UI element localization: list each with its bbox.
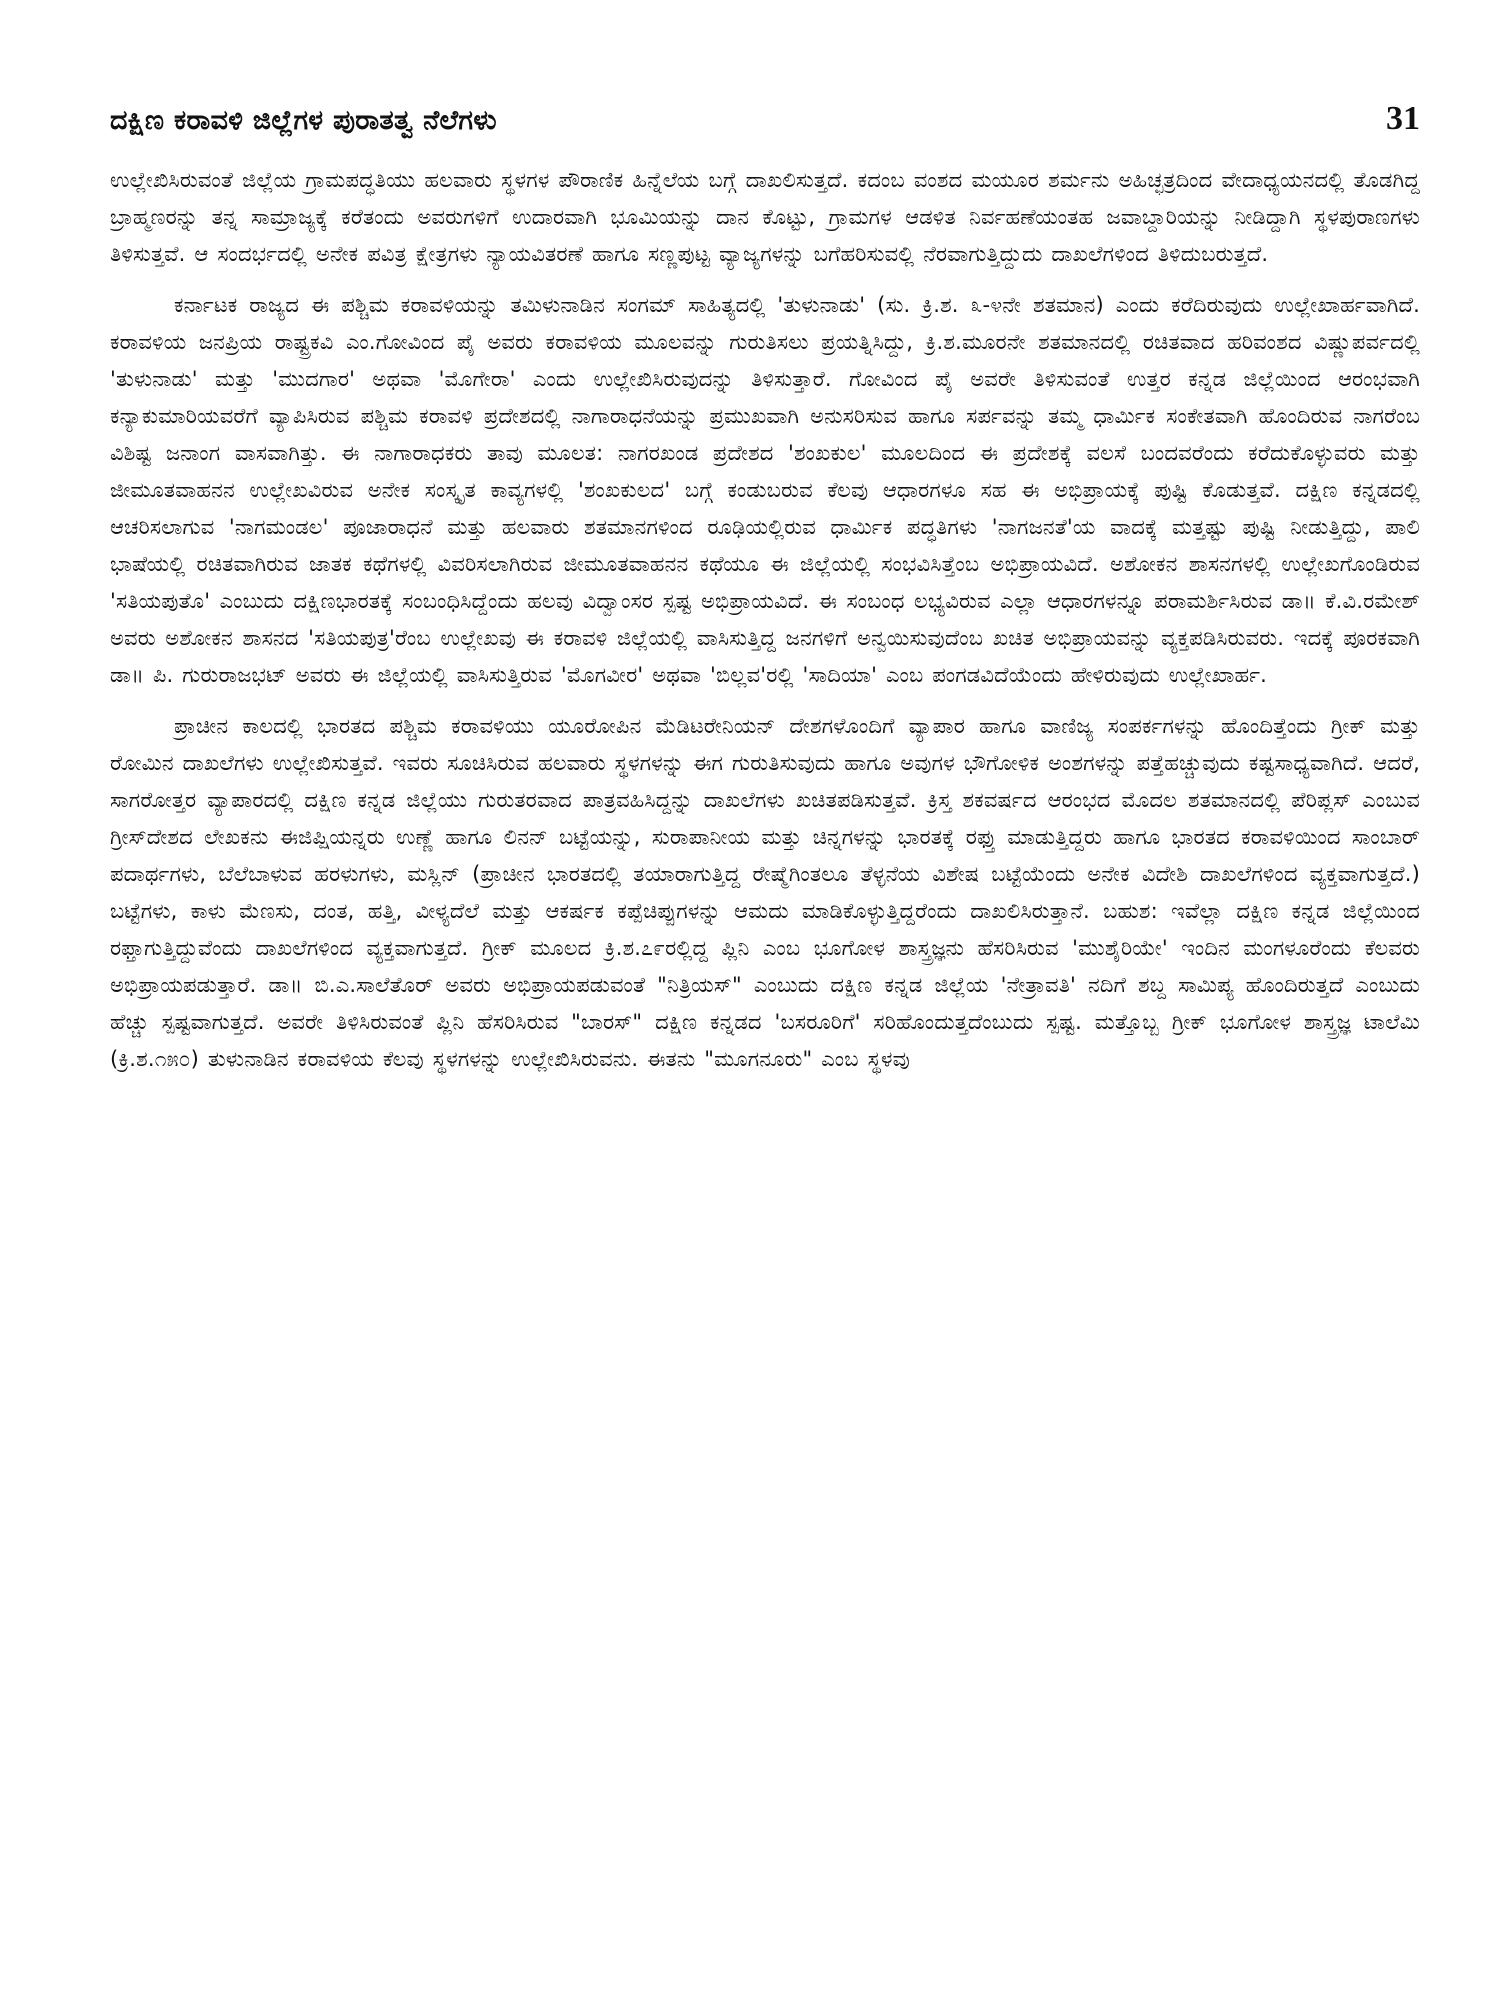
paragraph-2: ಕರ್ನಾಟಕ ರಾಜ್ಯದ ಈ ಪಶ್ಚಿಮ ಕರಾವಳಿಯನ್ನು ತಮಿಳುನಾಡಿನ ಸಂಗಮ್ ಸಾಹಿತ್ಯದಲ್ಲಿ 'ತುಳುನಾಡು' (ಸು. ಕ್ರಿ.ಶ. ೩-೪ನೇ ಶತಮಾನ) ಎಂದು ಕರೆದಿರುವುದು ಉಲ್ಲೇಖಾರ್ಹವಾಗಿದೆ. ಕರಾವಳಿಯ ಜನಪ್ರಿಯ ರಾಷ್ಟ್ರಕವಿ ಎಂ.ಗೋವಿಂದ ಪೈ ಅವರು ಕರಾವಳಿಯ ಮೂಲವನ್ನು ಗುರುತಿಸಲು ಪ್ರಯತ್ನಿಸಿದ್ದು, ಕ್ರಿ.ಶ.ಮೂರನೇ ಶತಮಾನದಲ್ಲಿ ರಚಿತವಾದ ಹರಿವಂಶದ ವಿಷ್ಣುಪರ್ವದಲ್ಲಿ 'ತುಳುನಾಡು' ಮತ್ತು 'ಮುದಗಾರ' ಅಥವಾ 'ಮೊಗೇರಾ' ಎಂದು ಉಲ್ಲೇಖಿಸಿರುವುದನ್ನು ತಿಳಿಸುತ್ತಾರೆ. ಗೋವಿಂದ ಪೈ ಅವರೇ ತಿಳಿಸುವಂತೆ ಉತ್ತರ ಕನ್ನಡ ಜಿಲ್ಲೆಯಿಂದ ಆರಂಭವಾಗಿ ಕನ್ಯಾಕುಮಾರಿಯವರೆಗೆ ವ್ಯಾಪಿಸಿರುವ ಪಶ್ಚಿಮ ಕರಾವಳಿ ಪ್ರದೇಶದಲ್ಲಿ ನಾಗಾರಾಧನೆಯನ್ನು ಪ್ರಮುಖವಾಗಿ ಅನುಸರಿಸುವ ಹಾಗೂ ಸರ್ಪವನ್ನು ತಮ್ಮ ಧಾರ್ಮಿಕ ಸಂಕೇತವಾಗಿ ಹೊಂದಿರುವ ನಾಗರೆಂಬ ವಿಶಿಷ್ಟ ಜನಾಂಗ ವಾಸವಾಗಿತ್ತು. ಈ ನಾಗಾರಾಧಕರು ತಾವು ಮೂಲತ: ನಾಗರಖಂಡ ಪ್ರದೇಶದ 'ಶಂಖಕುಲ' ಮೂಲದಿಂದ ಈ ಪ್ರದೇಶಕ್ಕೆ ವಲಸೆ ಬಂದವರೆಂದು ಕರೆದುಕೊಳ್ಳುವರು ಮತ್ತು ಜೀಮೂತವಾಹನನ ಉಲ್ಲೇಖವಿರುವ ಅನೇಕ ಸಂಸ್ಕೃತ ಕಾವ್ಯಗಳಲ್ಲಿ 'ಶಂಖಕುಲದ' ಬಗ್ಗೆ ಕಂಡುಬರುವ ಕೆಲವು ಆಧಾರಗಳೂ ಸಹ ಈ ಅಭಿಪ್ರಾಯಕ್ಕೆ ಪುಷ್ಟಿ ಕೊಡುತ್ತವೆ. ದಕ್ಷಿಣ ಕನ್ನಡದಲ್ಲಿ ಆಚರಿಸಲಾಗುವ 'ನಾಗಮಂಡಲ' ಪೂಜಾರಾಧನೆ ಮತ್ತು ಹಲವಾರು ಶತಮಾನಗಳಿಂದ ರೂಢಿಯಲ್ಲಿರುವ ಧಾರ್ಮಿಕ ಪದ್ಧತಿಗಳು 'ನಾಗಜನತೆ'ಯ ವಾದಕ್ಕೆ ಮತ್ತಷ್ಟು ಪುಷ್ಟಿ ನೀಡುತ್ತಿದ್ದು, ಪಾಲಿ ಭಾಷೆಯಲ್ಲಿ ರಚಿತವಾಗಿರುವ ಜಾತಕ ಕಥೆಗಳಲ್ಲಿ ವಿವರಿಸಲಾಗಿರುವ ಜೀಮೂತವಾಹನನ ಕಥೆಯೂ ಈ ಜಿಲ್ಲೆಯಲ್ಲಿ ಸಂಭವಿಸಿತ್ತೆಂಬ ಅಭಿಪ್ರಾಯವಿದೆ. ಅಶೋಕನ ಶಾಸನಗಳಲ್ಲಿ ಉಲ್ಲೇಖಗೊಂಡಿರುವ 'ಸತಿಯಪುತೊ' ಎಂಬುದು ದಕ್ಷಿಣಭಾರತಕ್ಕೆ ಸಂಬಂಧಿಸಿದ್ದೆಂದು ಹಲವು ವಿದ್ವಾಂಸರ ಸ್ಪಷ್ಟ ಅಭಿಪ್ರಾಯವಿದೆ. ಈ ಸಂಬಂಧ ಲಭ್ಯವಿರುವ ಎಲ್ಲಾ ಆಧಾರಗಳನ್ನೂ ಪರಾಮರ್ಶಿಸಿರುವ ಡಾ॥ ಕೆ.ವಿ.ರಮೇಶ್ ಅವರು ಅಶೋಕನ ಶಾಸನದ 'ಸತಿಯಪುತ್ರ'ರೆಂಬ ಉಲ್ಲೇಖವು ಈ ಕರಾವಳಿ ಜಿಲ್ಲೆಯಲ್ಲಿ ವಾಸಿಸುತ್ತಿದ್ದ ಜನಗಳಿಗೆ ಅನ್ವಯಿಸುವುದೆಂಬ ಖಚಿತ ಅಭಿಪ್ರಾಯವನ್ನು ವ್ಯಕ್ತಪಡಿಸಿರುವರು. ಇದಕ್ಕೆ ಪೂರಕವಾಗಿ ಡಾ॥ ಪಿ. ಗುರುರಾಜಭಟ್ ಅವರು ಈ ಜಿಲ್ಲೆಯಲ್ಲಿ ವಾಸಿಸುತ್ತಿರುವ 'ಮೊಗವೀರ' ಅಥವಾ 'ಬಿಲ್ಲವ'ರಲ್ಲಿ 'ಸಾದಿಯಾ' ಎಂಬ ಪಂಗಡವಿದೆಯೆಂದು ಹೇಳಿರುವುದು ಉಲ್ಲೇಖಾರ್ಹ. (110, 293, 1420, 687)
paragraph-3: ಪ್ರಾಚೀನ ಕಾಲದಲ್ಲಿ ಭಾರತದ ಪಶ್ಚಿಮ ಕರಾವಳಿಯು ಯೂರೋಪಿನ ಮೆಡಿಟರೇನಿಯನ್ ದೇಶಗಳೊಂದಿಗೆ ವ್ಯಾಪಾರ ಹಾಗೂ ವಾಣಿಜ್ಯ ಸಂಪರ್ಕಗಳನ್ನು ಹೊಂದಿತ್ತೆಂದು ಗ್ರೀಕ್ ಮತ್ತು ರೋಮಿನ ದಾಖಲೆಗಳು ಉಲ್ಲೇಖಿಸುತ್ತವೆ. ಇವರು ಸೂಚಿಸಿರುವ ಹಲವಾರು ಸ್ಥಳಗಳನ್ನು ಈಗ ಗುರುತಿಸುವುದು ಹಾಗೂ ಅವುಗಳ ಭೌಗೋಳಿಕ ಅಂಶಗಳನ್ನು ಪತ್ತೆಹಚ್ಚುವುದು ಕಷ್ಟಸಾಧ್ಯವಾಗಿದೆ. ಆದರೆ, ಸಾಗರೋತ್ತರ ವ್ಯಾಪಾರದಲ್ಲಿ ದಕ್ಷಿಣ ಕನ್ನಡ ಜಿಲ್ಲೆಯು ಗುರುತರವಾದ ಪಾತ್ರವಹಿಸಿದ್ದನ್ನು ದಾಖಲೆಗಳು ಖಚಿತಪಡಿಸುತ್ತವೆ. ಕ್ರಿಸ್ತ ಶಕವರ್ಷದ ಆರಂಭದ ಮೊದಲ ಶತಮಾನದಲ್ಲಿ ಪೆರಿಪ್ಲಸ್ ಎಂಬುವ ಗ್ರೀಸ್‌ದೇಶದ ಲೇಖಕನು ಈಜಿಪ್ಷಿಯನ್ನರು ಉಣ್ಣೆ ಹಾಗೂ ಲಿನನ್ ಬಟ್ಟೆಯನ್ನು, ಸುರಾಪಾನೀಯ ಮತ್ತು ಚಿನ್ನಗಳನ್ನು ಭಾರತಕ್ಕೆ ರಫ್ತು ಮಾಡುತ್ತಿದ್ದರು ಹಾಗೂ ಭಾರತದ ಕರಾವಳಿಯಿಂದ ಸಾಂಬಾರ್ ಪದಾರ್ಥಗಳು, ಬೆಲೆಬಾಳುವ ಹರಳುಗಳು, ಮಸ್ಲಿನ್ (ಪ್ರಾಚೀನ ಭಾರತದಲ್ಲಿ ತಯಾರಾಗುತ್ತಿದ್ದ ರೇಷ್ಮೆಗಿಂತಲೂ ತೆಳ್ಳನೆಯ ವಿಶೇಷ ಬಟ್ಟೆಯೆಂದು ಅನೇಕ ವಿದೇಶಿ ದಾಖಲೆಗಳಿಂದ ವ್ಯಕ್ತವಾಗುತ್ತದೆ.) ಬಟ್ಟೆಗಳು, ಕಾಳು ಮೆಣಸು, ದಂತ, ಹತ್ತಿ, ವೀಳ್ಯದೆಲೆ ಮತ್ತು ಆಕರ್ಷಕ ಕಪ್ಪೆಚಿಪ್ಪುಗಳನ್ನು ಆಮದು ಮಾಡಿಕೊಳ್ಳುತ್ತಿದ್ದರೆಂದು ದಾಖಲಿಸಿರುತ್ತಾನೆ. ಬಹುಶ: ಇವೆಲ್ಲಾ ದಕ್ಷಿಣ ಕನ್ನಡ ಜಿಲ್ಲೆಯಿಂದ ರಫ್ತಾಗುತ್ತಿದ್ದುವೆಂದು ದಾಖಲೆಗಳಿಂದ ವ್ಯಕ್ತವಾಗುತ್ತದೆ. ಗ್ರೀಕ್ ಮೂಲದ ಕ್ರಿ.ಶ.೭೯ರಲ್ಲಿದ್ದ ಪ್ಲಿನಿ ಎಂಬ ಭೂಗೋಳ ಶಾಸ್ತ್ರಜ್ಞನು ಹೆಸರಿಸಿರುವ 'ಮುಶೈರಿಯೇ' ಇಂದಿನ ಮಂಗಳೂರೆಂದು ಕೆಲವರು ಅಭಿಪ್ರಾಯಪಡುತ್ತಾರೆ. ಡಾ॥ ಬಿ.ಎ.ಸಾಲೆತೊರ್ ಅವರು ಅಭಿಪ್ರಾಯಪಡುವಂತೆ "ನಿತ್ರಿಯಸ್" ಎಂಬುದು ದಕ್ಷಿಣ ಕನ್ನಡ ಜಿಲ್ಲೆಯ 'ನೇತ್ರಾವತಿ' ನದಿಗೆ ಶಬ್ದ ಸಾಮಿಪ್ಯ ಹೊಂದಿರುತ್ತದೆ ಎಂಬುದು ಹೆಚ್ಚು ಸ್ಪಷ್ಟವಾಗುತ್ತದೆ. ಅವರೇ ತಿಳಿಸಿರುವಂತೆ ಪ್ಲಿನಿ ಹೆಸರಿಸಿರುವ "ಬಾರಸ್" ದಕ್ಷಿಣ ಕನ್ನಡದ 'ಬಸರೂರಿಗೆ' ಸರಿಹೊಂದುತ್ತದೆಂಬುದು ಸ್ಪಷ್ಟ. ಮತ್ತೊಬ್ಬ ಗ್ರೀಕ್ ಭೂಗೋಳ ಶಾಸ್ತ್ರಜ್ಞ ಟಾಲೆಮಿ (ಕ್ರಿ.ಶ.೧೫೦) ತುಳುನಾಡಿನ ಕರಾವಳಿಯ ಕೆಲವು ಸ್ಥಳಗಳನ್ನು ಉಲ್ಲೇಖಿಸಿರುವನು. ಈತನು "ಮೂಗನೂರು" ಎಂಬ ಸ್ಥಳವು (110, 714, 1420, 1071)
paragraph-1: ಉಲ್ಲೇಖಿಸಿರುವಂತೆ ಜಿಲ್ಲೆಯ ಗ್ರಾಮಪದ್ಧತಿಯು ಹಲವಾರು ಸ್ಥಳಗಳ ಪೌರಾಣಿಕ ಹಿನ್ನೆಲೆಯ ಬಗ್ಗೆ ದಾಖಲಿಸುತ್ತದೆ. ಕದಂಬ ವಂಶದ ಮಯೂರ ಶರ್ಮನು ಅಹಿಚ್ಛತ್ರದಿಂದ ವೇದಾಧ್ಯಯನದಲ್ಲಿ ತೊಡಗಿದ್ದ ಬ್ರಾಹ್ಮಣರನ್ನು ತನ್ನ ಸಾಮ್ರಾಜ್ಯಕ್ಕೆ ಕರೆತಂದು ಅವರುಗಳಿಗೆ ಉದಾರವಾಗಿ ಭೂಮಿಯನ್ನು ದಾನ ಕೊಟ್ಟು, ಗ್ರಾಮಗಳ ಆಡಳಿತ ನಿರ್ವಹಣೆಯಂತಹ ಜವಾಬ್ದಾರಿಯನ್ನು ನೀಡಿದ್ದಾಗಿ ಸ್ಥಳಪುರಾಣಗಳು ತಿಳಿಸುತ್ತವೆ. ಆ ಸಂದರ್ಭದಲ್ಲಿ ಅನೇಕ ಪವಿತ್ರ ಕ್ಷೇತ್ರಗಳು ನ್ಯಾಯವಿತರಣೆ ಹಾಗೂ ಸಣ್ಣಪುಟ್ಟ ವ್ಯಾಜ್ಯಗಳನ್ನು ಬಗೆಹರಿಸುವಲ್ಲಿ ನೆರವಾಗುತ್ತಿದ್ದುದು ದಾಖಲೆಗಳಿಂದ ತಿಳಿದುಬರುತ್ತದೆ. (110, 168, 1420, 266)
running-title: ದಕ್ಷಿಣ ಕರಾವಳಿ ಜಿಲ್ಲೆಗಳ ಪುರಾತತ್ವ ನೆಲೆಗಳು (110, 105, 497, 136)
page-number: 31 (1386, 100, 1420, 137)
book-page (110, 100, 1420, 1970)
running-header (110, 100, 1420, 148)
